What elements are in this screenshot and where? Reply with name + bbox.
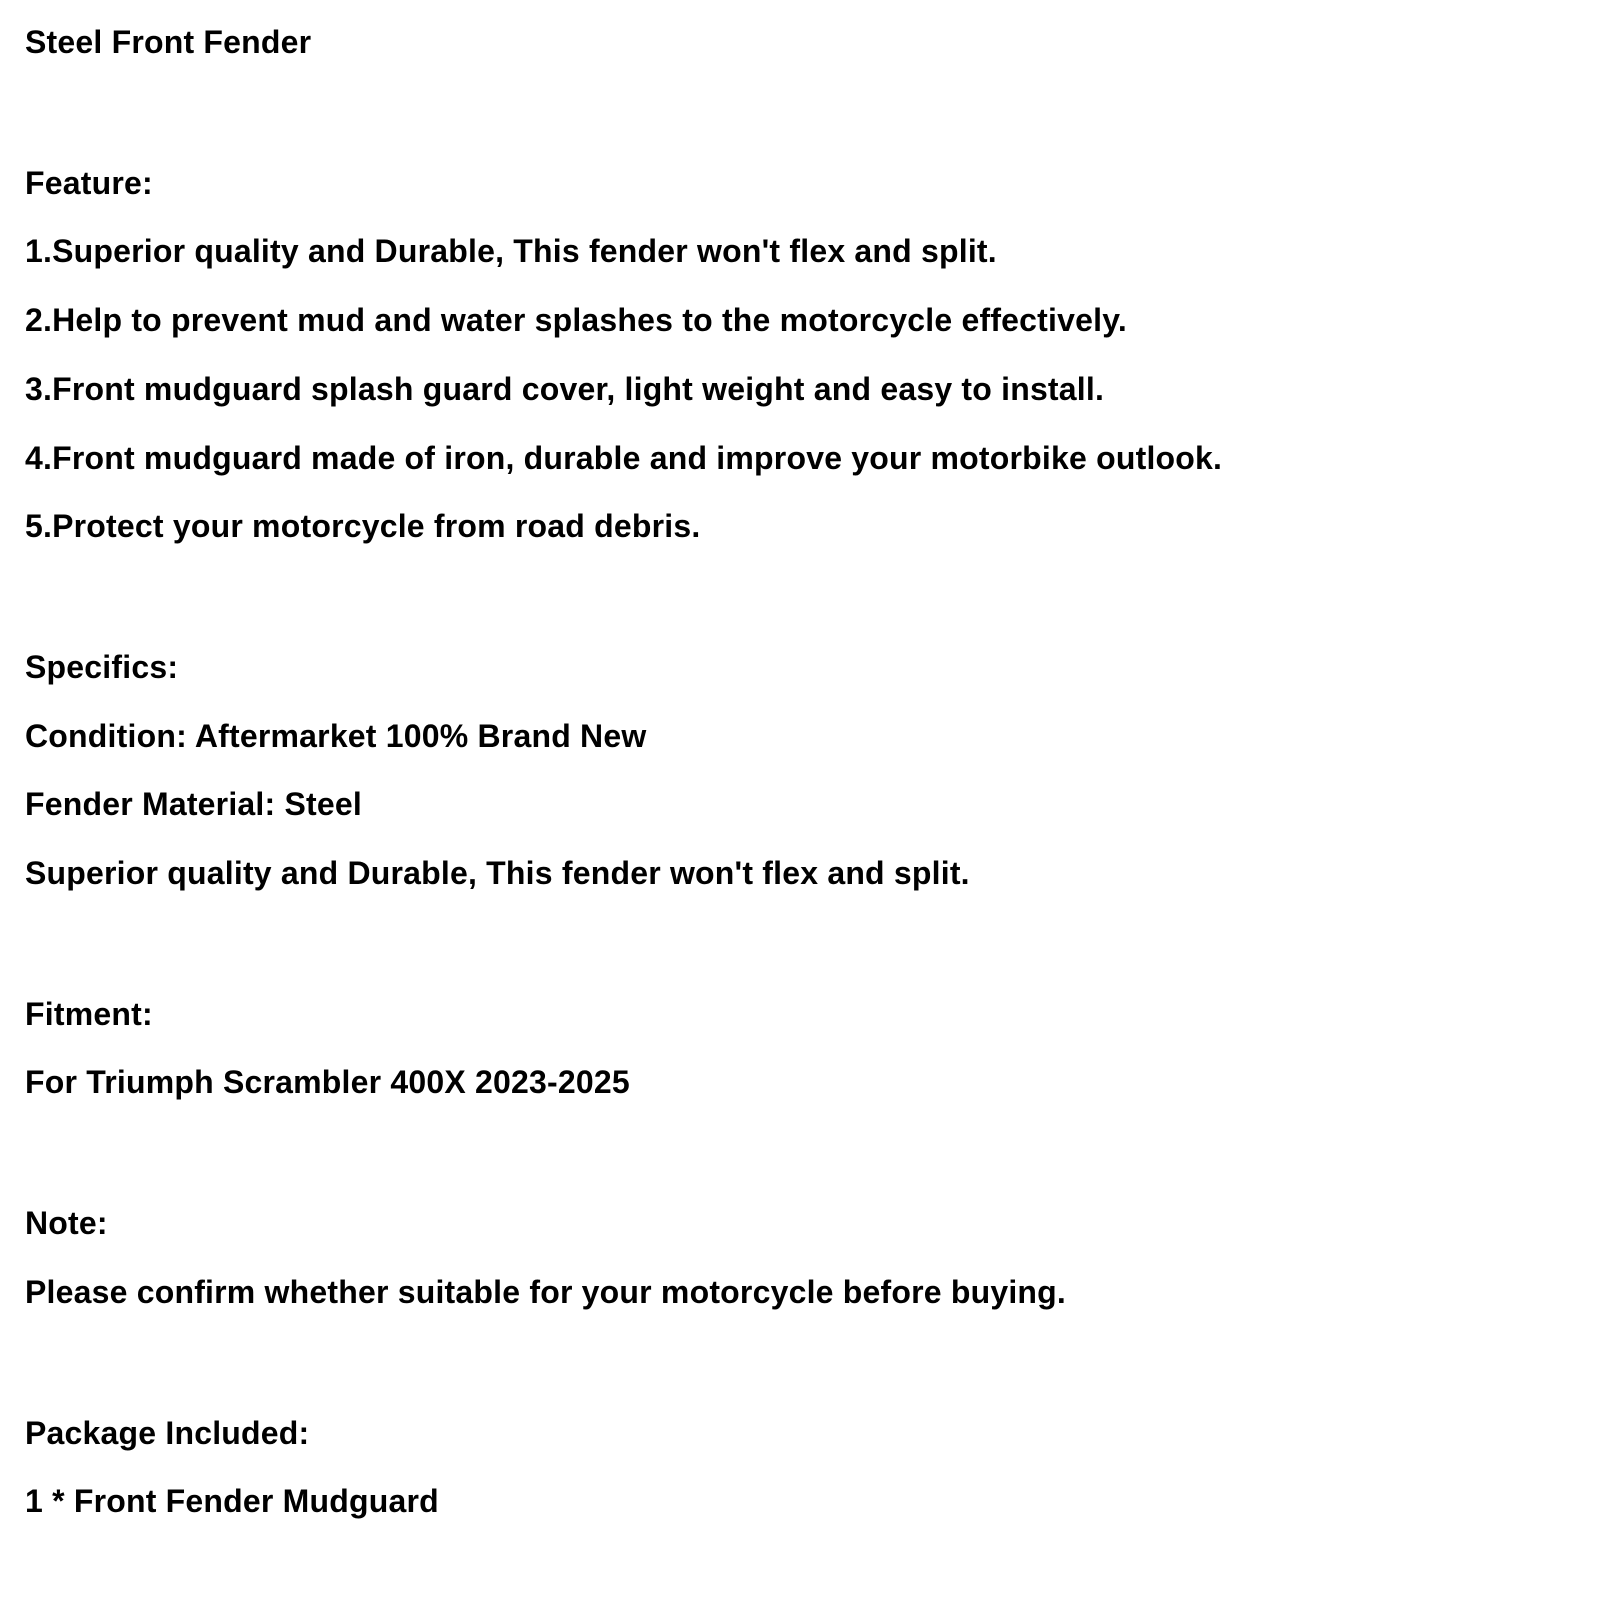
feature-item: 2.Help to prevent mud and water splashes to the motorcycle effectively. [25, 302, 1127, 339]
feature-item: 3.Front mudguard splash guard cover, light weight and easy to install. [25, 370, 1105, 407]
feature-item: 5.Protect your motorcycle from road debris. [25, 508, 701, 545]
note-text: Please confirm whether suitable for your motorcycle before buying. [25, 1273, 1066, 1310]
section-heading: Feature: [25, 164, 153, 201]
specifics-material: Fender Material: Steel [25, 786, 362, 823]
specifics-condition: Condition: Aftermarket 100% Brand New [25, 717, 647, 754]
title-section [25, 8, 1575, 77]
note-section [25, 1189, 1575, 1326]
section-heading: Specifics: [25, 648, 179, 685]
package-section [25, 1399, 1575, 1536]
section-heading: Package Included: [25, 1414, 310, 1451]
specifics-quality: Superior quality and Durable, This fender won't flex and split. [25, 855, 970, 892]
fitment-section [25, 980, 1575, 1117]
fitment-model: For Triumph Scrambler 400X 2023-2025 [25, 1064, 630, 1101]
feature-item: 1.Superior quality and Durable, This fender won't flex and split. [25, 233, 997, 270]
feature-item: 4.Front mudguard made of iron, durable and improve your motorbike outlook. [25, 439, 1223, 476]
specifics-section [25, 633, 1575, 908]
page-title: Steel Front Fender [25, 24, 312, 60]
section-heading: Note: [25, 1205, 108, 1242]
section-heading: Fitment: [25, 995, 153, 1032]
package-item: 1 * Front Fender Mudguard [25, 1483, 439, 1520]
feature-section [25, 149, 1575, 561]
